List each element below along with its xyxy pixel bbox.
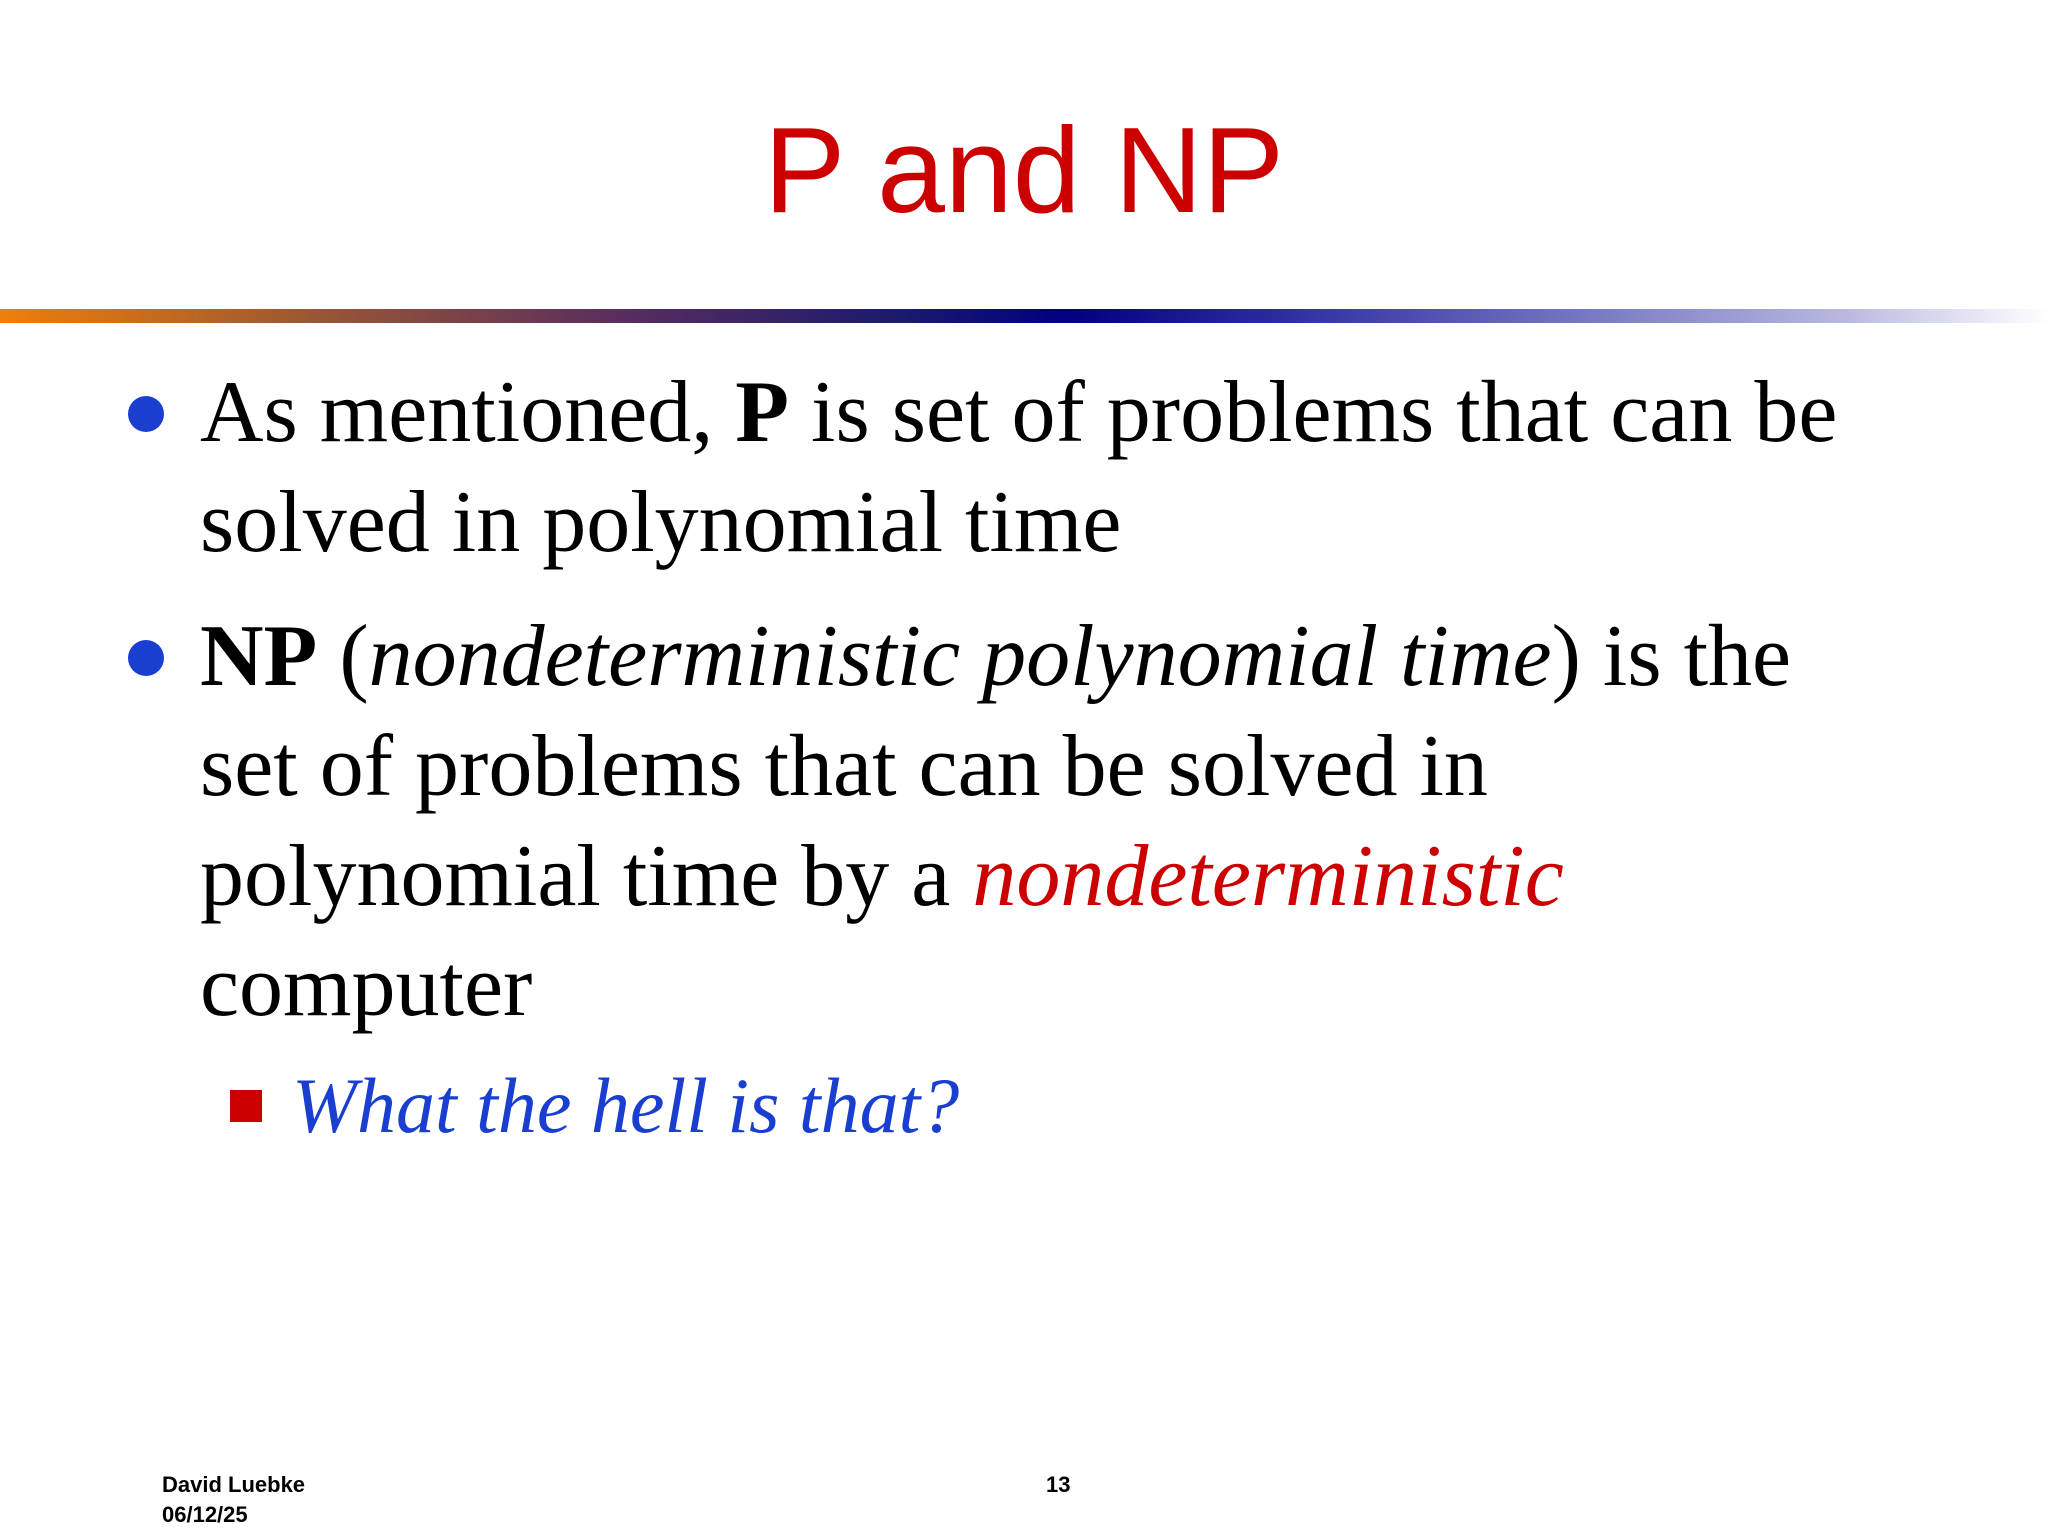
bullet-2-text-e: set of problems that can be solved in	[200, 718, 1488, 815]
bullet-2-line-2	[200, 712, 1960, 822]
bullet-1-line-2	[200, 468, 1960, 578]
sub-bullet-square-icon	[230, 1090, 262, 1122]
bullet-2-text-h: computer	[200, 938, 533, 1035]
bullet-2-emphasis: nondeterministic	[972, 828, 1564, 925]
bullet-1-line-1	[200, 358, 1960, 468]
bullet-2-text-f: polynomial time by a	[200, 828, 973, 925]
footer-author: David Luebke	[162, 1472, 306, 1497]
bullet-2-term-np: NP	[200, 608, 318, 705]
slide-title: P and NP	[764, 102, 1284, 238]
sub-bullet-text: What the hell is that?	[292, 1062, 960, 1149]
bullet-2-expansion: nondeterministic polynomial time	[368, 608, 1552, 705]
bullet-2-text-d: ) is the	[1551, 608, 1792, 705]
bullet-1-text-d: solved in polynomial time	[200, 474, 1122, 571]
footer-date: 06/12/25	[162, 1502, 248, 1527]
bullet-1-text-a: As mentioned,	[200, 364, 736, 461]
bullet-dot-icon	[128, 396, 164, 432]
bullet-2-line-4	[200, 932, 1960, 1042]
bullet-1-term-p: P	[735, 364, 790, 461]
footer-page-number: 13	[1046, 1472, 1071, 1497]
bullet-2-line-3	[200, 822, 1960, 932]
bullet-dot-icon	[128, 640, 164, 676]
bullet-2-text-b: (	[317, 608, 369, 705]
bullet-2-line-1	[200, 602, 1960, 712]
bullet-1-text-c: is set of problems that can be	[789, 364, 1838, 461]
